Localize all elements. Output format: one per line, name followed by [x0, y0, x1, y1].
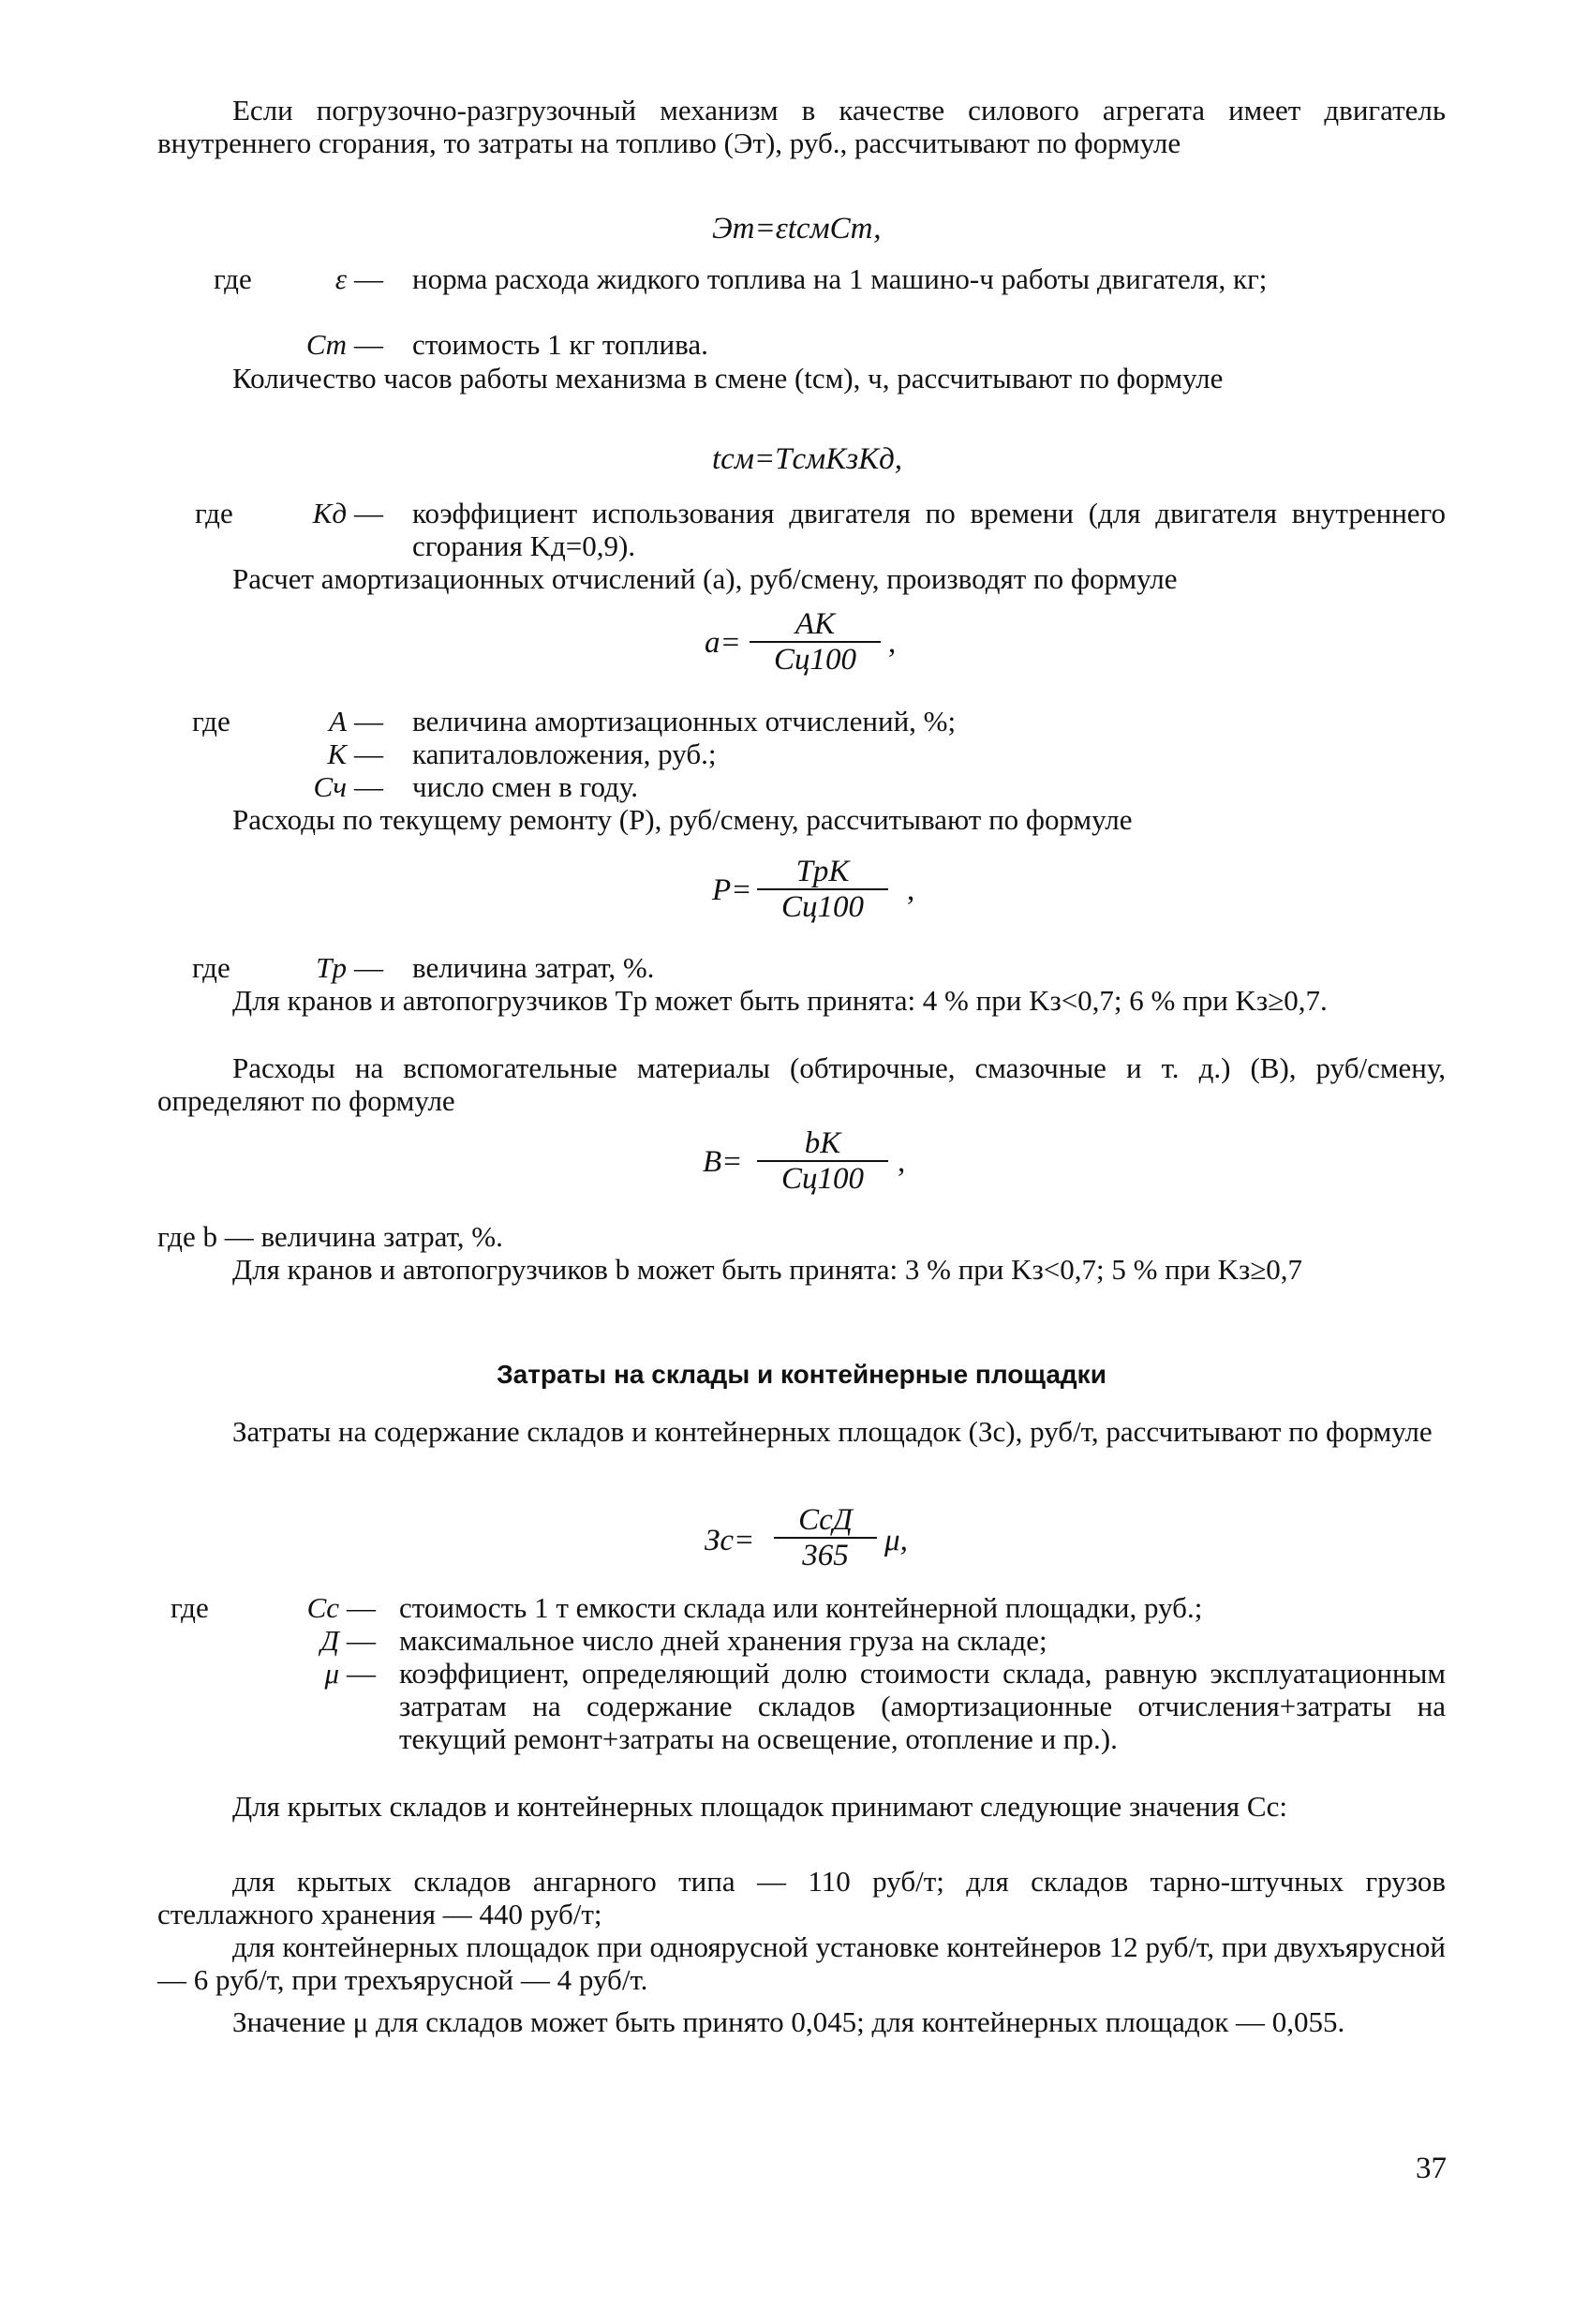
where-label: где — [192, 705, 230, 737]
definition-text: величина амортизационных отчислений, %; — [412, 705, 957, 737]
definition-dash: — — [347, 1591, 376, 1624]
definition-text: число смен в году. — [412, 770, 638, 803]
paragraph-covered-warehouses: для крытых складов ангарного типа — 110 руб/т; для складов тарно-штучных грузов стеллажного хранения — 440 руб/т; — [157, 1865, 1446, 1930]
formula-lhs: a= — [705, 626, 741, 660]
page-number: 37 — [1416, 2152, 1447, 2185]
definition-text: коэффициент использования двигателя по времени (для двигателя внутреннего сгорания Kд=0,9). — [412, 497, 1446, 562]
definition-text: стоимость 1 т емкости склада или контейнерной площадки, руб.; — [399, 1591, 1203, 1624]
formula-tail: , — [907, 873, 915, 907]
where-label: где — [171, 1591, 209, 1624]
definition-symbol: ε — [334, 262, 347, 295]
definition-dash: — — [354, 737, 383, 770]
definition-text: стоимость 1 кг топлива. — [412, 328, 708, 361]
definition-dash: — — [347, 1657, 376, 1690]
fraction-numerator: bK — [804, 1126, 841, 1160]
definition-dash: — — [354, 262, 383, 295]
formula-fraction — [757, 1126, 888, 1196]
definition-symbol: Д — [320, 1624, 339, 1657]
fraction-denominator: Cц100 — [780, 1162, 864, 1196]
definition-dash: — — [354, 705, 383, 737]
definition-symbol: Cч — [313, 770, 347, 803]
paragraph-mu-values: Значение μ для складов может быть принято 0,045; для контейнерных площадок — 0,055. — [232, 2005, 1345, 2038]
definition-symbol: Cс — [306, 1591, 339, 1624]
definition-symbol: A — [329, 705, 347, 737]
definition-dash: — — [347, 1624, 376, 1657]
paragraph-values-intro: Для крытых складов и контейнерных площадок принимают следующие значения Cс: — [232, 1790, 1287, 1823]
definition-symbol: μ — [324, 1657, 339, 1690]
fraction-numerator: AK — [794, 607, 836, 641]
section-heading: Затраты на склады и контейнерные площадки — [497, 1360, 1106, 1389]
definition-dash: — — [354, 770, 383, 803]
definition-symbol: Tр — [316, 951, 347, 984]
fraction-denominator: Cц100 — [773, 643, 856, 677]
definition-symbol: K — [327, 737, 347, 770]
formula-fraction — [750, 607, 881, 677]
formula-lhs: Зс= — [705, 1524, 755, 1557]
formula-tail: , — [888, 626, 897, 660]
paragraph-materials-rates: Для кранов и автопогрузчиков b может быть принята: 3 % при Kз<0,7; 5 % при Kз≥0,7 — [232, 1253, 1303, 1286]
formula-lhs: B= — [703, 1145, 743, 1179]
fraction-numerator: CсД — [798, 1503, 853, 1537]
formula-tail: μ, — [884, 1524, 908, 1557]
formula-fraction — [757, 855, 888, 924]
paragraph-container-sites: для контейнерных площадок при одноярусной установке контейнеров 12 руб/т, при двухъярусной — 6 руб/т, при трехъярусной — 4 руб/т. — [157, 1930, 1446, 1996]
where-label: где — [192, 951, 230, 984]
formula-lhs: P= — [712, 873, 752, 907]
formula-shift-hours: tсм=TсмKзKд, — [712, 442, 903, 476]
definition-symbol: Kд — [312, 497, 347, 529]
paragraph-hours: Количество часов работы механизма в смене (tсм), ч, рассчитывают по формуле — [232, 362, 1224, 395]
definition-dash: — — [354, 951, 383, 984]
formula-tail: , — [898, 1145, 906, 1179]
paragraph-materials: Расходы на вспомогательные материалы (обтирочные, смазочные и т. д.) (B), руб/смену, определяют по формуле — [157, 1051, 1446, 1117]
where-label: где — [214, 262, 252, 295]
definition-text: величина затрат, %. — [412, 951, 655, 984]
fraction-denominator: Cц100 — [780, 890, 864, 924]
definition-dash: — — [354, 497, 383, 529]
definition-materials: где b — величина затрат, %. — [157, 1220, 503, 1253]
fraction-numerator: TpK — [795, 855, 850, 888]
where-label: где — [195, 497, 233, 529]
definition-text: капиталовложения, руб.; — [412, 737, 717, 770]
definition-text: норма расхода жидкого топлива на 1 машино-ч работы двигателя, кг; — [412, 262, 1268, 295]
definition-symbol: Cт — [305, 328, 347, 361]
definition-text: максимальное число дней хранения груза на складе; — [399, 1624, 1047, 1657]
paragraph-warehouses: Затраты на содержание складов и контейнерных площадок (Зс), руб/т, рассчитывают по формуле — [232, 1415, 1433, 1448]
paragraph-amortization: Расчет амортизационных отчислений (a), руб/смену, производят по формуле — [232, 562, 1178, 595]
definition-dash: — — [354, 328, 383, 361]
paragraph-repair-rates: Для кранов и автопогрузчиков Tр может быть принята: 4 % при Kз<0,7; 6 % при Kз≥0,7. — [232, 984, 1328, 1017]
formula-fuel-cost: Эт=εtсмCт, — [712, 212, 882, 246]
definition-text: коэффициент, определяющий долю стоимости склада, равную эксплуатационным затратам на содержание складов (амортизационные отчисления+затраты на текущий ремонт+затраты на освещение, отопление и пр.). — [399, 1657, 1446, 1755]
paragraph-fuel-intro: Если погрузочно-разгрузочный механизм в качестве силового агрегата имеет двигатель внутреннего сгорания, то затраты на топливо (Эт), руб., рассчитывают по формуле — [157, 94, 1446, 159]
formula-fraction — [774, 1503, 877, 1572]
paragraph-repair: Расходы по текущему ремонту (P), руб/смену, рассчитывают по формуле — [232, 803, 1133, 836]
fraction-denominator: 365 — [802, 1539, 849, 1572]
